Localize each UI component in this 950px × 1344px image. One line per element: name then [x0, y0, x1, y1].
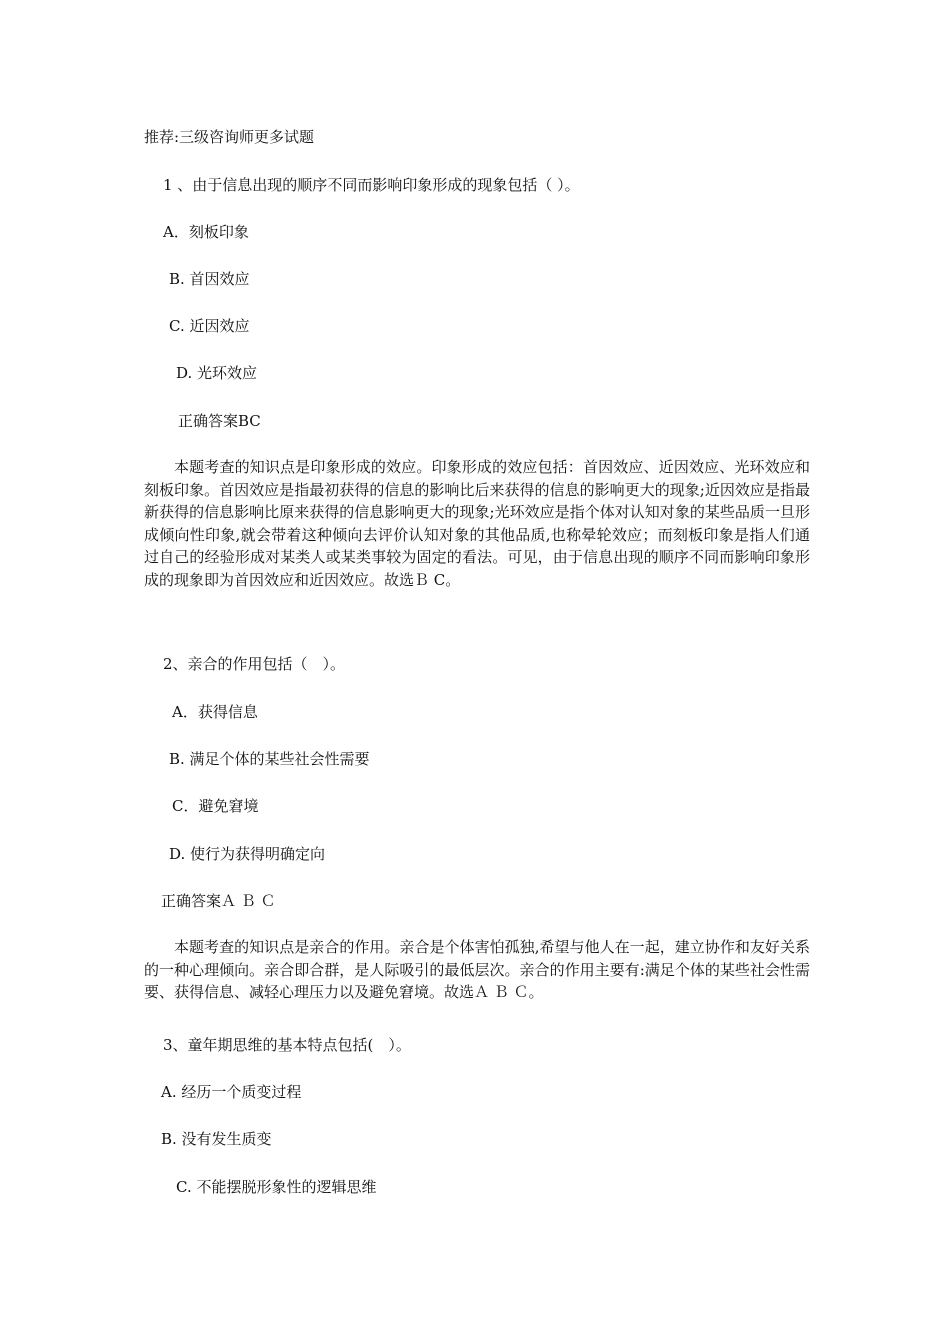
q2-option-c: C．避免窘境: [172, 797, 259, 815]
q2-option-a: A．获得信息: [172, 703, 258, 721]
question-1: 1 、由于信息出现的顺序不同而影响印象形成的现象包括（ ）。: [163, 176, 580, 194]
q2-option-b: B. 满足个体的某些社会性需要: [169, 750, 370, 768]
q3-option-c: C. 不能摆脱形象性的逻辑思维: [176, 1178, 377, 1196]
q3-option-a: A. 经历一个质变过程: [161, 1083, 302, 1101]
q3-option-b: B. 没有发生质变: [161, 1130, 272, 1148]
q1-option-b: B. 首因效应: [169, 270, 250, 288]
question-3: 3、童年期思维的基本特点包括( ）。: [163, 1036, 411, 1054]
q2-option-d: D. 使行为获得明确定向: [169, 845, 326, 863]
q1-answer: 正确答案BC: [178, 412, 261, 430]
question-2: 2、亲合的作用包括（ ）。: [163, 655, 346, 673]
recommend-link[interactable]: 推荐:三级咨询师更多试题: [144, 128, 315, 146]
q1-option-a: A．刻板印象: [163, 223, 249, 241]
q1-option-d: D. 光环效应: [176, 364, 258, 382]
q2-answer: 正确答案Ａ Ｂ Ｃ: [161, 892, 276, 910]
q1-option-c: C. 近因效应: [169, 317, 250, 335]
q1-explanation: 本题考查的知识点是印象形成的效应。印象形成的效应包括：首因效应、近因效应、光环效应和刻板印象。首因效应是指最初获得的信息的影响比后来获得的信息的影响更大的现象;近因效应是指最新获得的信息影响比原来获得的信息影响更大的现象;光环效应是指个体对认知对象的某些品质一旦形成倾向性印象,就会带着这种倾向去评价认知对象的其他品质,也称晕轮效应；而刻板印象是指人们通过自己的经验形成对某类人或某类事较为固定的看法。可见，由于信息出现的顺序不同而影响印象形成的现象即为首因效应和近因效应。故选Ｂ C。: [144, 458, 810, 589]
q2-explanation: 本题考查的知识点是亲合的作用。亲合是个体害怕孤独,希望与他人在一起，建立协作和友好关系的一种心理倾向。亲合即合群，是人际吸引的最低层次。亲合的作用主要有:满足个体的某些社会性需要、获得信息、减轻心理压力以及避免窘境。故选Ａ Ｂ Ｃ。: [144, 938, 810, 1001]
